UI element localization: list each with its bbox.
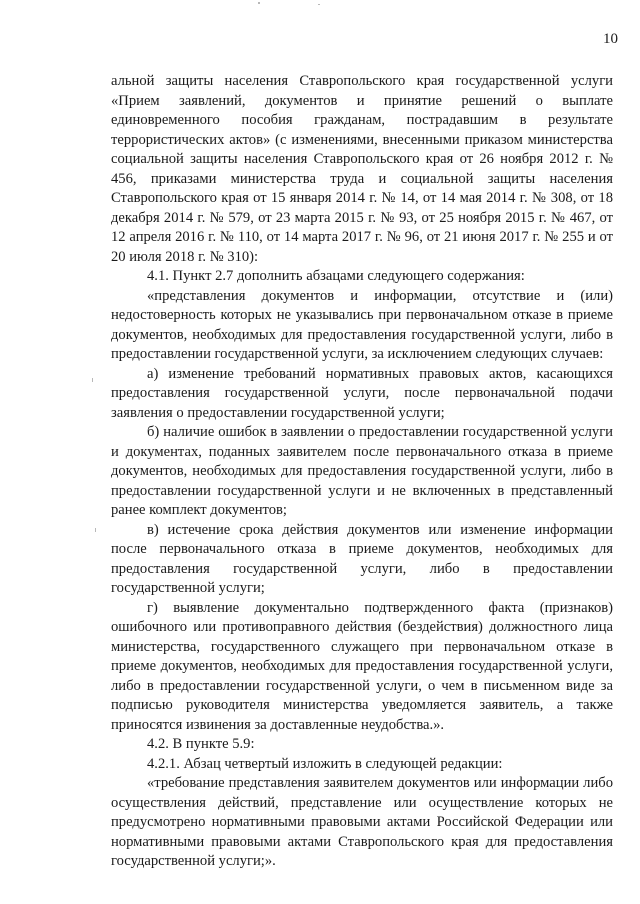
scan-speck	[258, 2, 260, 4]
document-body	[111, 72, 613, 872]
paragraph-quote-start: «представления документов и информации, отсутствие и (или) недостоверность которых не указывались при первоначальном отказе в приеме документов, необходимых для предоставления государственной услуги, либо в предоставлении государственной услуги, за исключением следующих случаев:	[111, 287, 613, 362]
paragraph-case-c: в) истечение срока действия документов или изменение информации после первоначального отказа в приеме документов, необходимых для предоставления государственной услуги, либо в предоставлении государственной услуги;	[111, 521, 613, 596]
paragraph-case-b: б) наличие ошибок в заявлении о предоставлении государственной услуги и документах, поданных заявителем после первоначального отказа в приеме документов, необходимых для предоставления государственной услуги, либо в предоставлении государственной услуги и не включенных в представленный ранее комплект документов;	[111, 424, 613, 518]
paragraph-new-text: «требование представления заявителем документов или информации либо осуществления действий, представление или осуществление которых не предусмотрено нормативными правовыми актами Российской Федерации или нормативными правовыми актами Ставропольского края для предоставления государственной услуги;».	[111, 775, 613, 869]
paragraph-4-1: 4.1. Пункт 2.7 дополнить абзацами следующего содержания:	[147, 268, 525, 284]
page-number: 10	[603, 31, 618, 47]
paragraph-4-2: 4.2. В пункте 5.9:	[147, 736, 255, 752]
scan-speck	[318, 4, 320, 5]
paragraph-4-2-1: 4.2.1. Абзац четвертый изложить в следующей редакции:	[147, 755, 503, 772]
paragraph-case-d: г) выявление документально подтвержденного факта (признаков) ошибочного или противоправного действия (бездействия) должностного лица министерства, государственного служащего при первоначальном отказе в приеме документов, необходимых для предоставления государственной услуги, либо в предоставлении государственной услуги, о чем в письменном виде за подписью руководителя министерства уведомляется заявитель, а также приносятся извинения за доставленные неудобства.».	[111, 599, 613, 733]
scan-speck	[95, 528, 96, 532]
paragraph-intro: альной защиты населения Ставропольского края государственной услуги «Прием заявлений, документов и принятие решений о выплате единовременного пособия гражданам, пострадавшим в результате террористических актов» (с изменениями, внесенными приказом министерства социальной защиты населения Ставропольского края от 26 ноября 2012 г. № 456, приказами министерства труда и социальной защиты населения Ставропольского края от 15 января 2014 г. № 14, от 14 мая 2014 г. № 308, от 18 декабря 2014 г. № 579, от 23 марта 2015 г. № 93, от 25 ноября 2015 г. № 467, от 12 апреля 2016 г. № 110, от 14 марта 2017 г. № 96, от 21 июня 2017 г. № 255 и от 20 июля 2018 г. № 310):	[111, 73, 613, 265]
paragraph-case-a: а) изменение требований нормативных правовых актов, касающихся предоставления государственной услуги, после первоначальной подачи заявления о предоставлении государственной услуги;	[111, 365, 613, 421]
scan-speck	[92, 378, 93, 382]
